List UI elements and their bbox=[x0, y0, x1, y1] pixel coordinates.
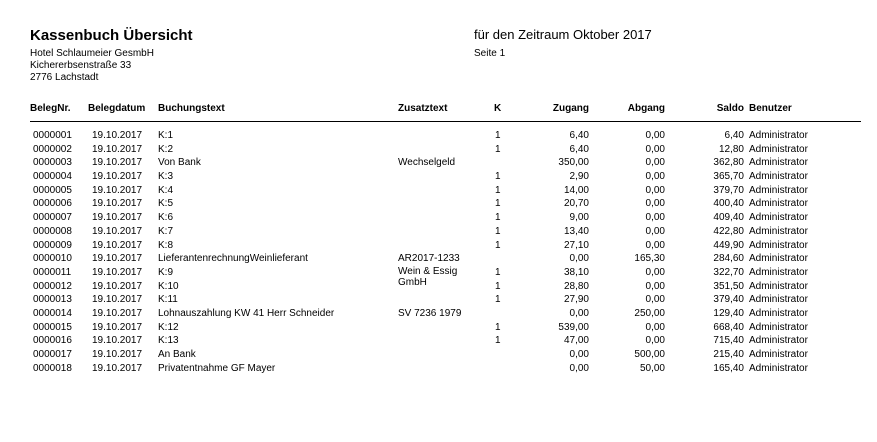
entry-date: 19.10.2017 bbox=[92, 157, 143, 169]
entry-saldo: 668,40 bbox=[713, 321, 744, 333]
entry-number: 0000005 bbox=[33, 184, 72, 196]
entry-benutzer: Administrator bbox=[749, 184, 808, 196]
entry-abgang: 0,00 bbox=[645, 212, 665, 224]
entry-benutzer: Administrator bbox=[749, 130, 808, 141]
entry-text: K:2 bbox=[158, 143, 174, 155]
entry-benutzer: Administrator bbox=[749, 225, 808, 237]
entry-saldo: 362,80 bbox=[713, 157, 744, 169]
entry-number: 0000010 bbox=[33, 253, 72, 265]
entry-zugang: 47,00 bbox=[563, 335, 589, 347]
entry-benutzer: Administrator bbox=[749, 198, 808, 210]
entry-benutzer: Administrator bbox=[749, 212, 808, 224]
entry-k: 1 bbox=[495, 198, 501, 210]
entry-zusatz: Wechselgeld bbox=[398, 157, 456, 169]
entry-date: 19.10.2017 bbox=[92, 307, 143, 319]
entry-number: 0000002 bbox=[33, 143, 72, 155]
entry-zugang: 6,40 bbox=[569, 143, 589, 155]
entry-saldo: 379,40 bbox=[713, 294, 744, 306]
entry-text: An Bank bbox=[158, 349, 196, 360]
report-title: Kassenbuch Übersicht bbox=[30, 27, 193, 44]
entry-zugang: 9,00 bbox=[569, 212, 589, 224]
entry-zugang: 539,00 bbox=[558, 321, 589, 333]
entry-saldo: 322,70 bbox=[713, 266, 744, 278]
table-row bbox=[0, 156, 877, 170]
entry-k: 1 bbox=[495, 212, 501, 224]
col-header-date: Belegdatum bbox=[88, 103, 146, 114]
entry-zugang: 350,00 bbox=[558, 157, 589, 169]
entry-benutzer: Administrator bbox=[749, 307, 808, 319]
entry-k: 1 bbox=[495, 280, 501, 292]
entry-zugang: 27,10 bbox=[563, 239, 589, 251]
entry-k: 1 bbox=[495, 239, 501, 251]
company-name: Hotel Schlaumeier GesmbH bbox=[30, 48, 154, 59]
entry-zugang: 0,00 bbox=[569, 349, 589, 360]
table-row bbox=[0, 293, 877, 307]
entry-abgang: 0,00 bbox=[645, 171, 665, 183]
entry-abgang: 0,00 bbox=[645, 130, 665, 141]
entry-number: 0000012 bbox=[33, 280, 72, 292]
entry-date: 19.10.2017 bbox=[92, 362, 143, 374]
entry-number: 0000015 bbox=[33, 321, 72, 333]
entry-benutzer: Administrator bbox=[749, 294, 808, 306]
entry-number: 0000013 bbox=[33, 294, 72, 306]
entry-abgang: 0,00 bbox=[645, 157, 665, 169]
entry-saldo: 379,70 bbox=[713, 184, 744, 196]
entry-number: 0000016 bbox=[33, 335, 72, 347]
entry-saldo: 215,40 bbox=[713, 349, 744, 360]
entry-benutzer: Administrator bbox=[749, 349, 808, 360]
entry-text: K:8 bbox=[158, 239, 174, 251]
entry-zusatz: Wein & Essig GmbH bbox=[398, 265, 458, 288]
entry-zugang: 20,70 bbox=[563, 198, 589, 210]
entry-date: 19.10.2017 bbox=[92, 239, 143, 251]
entry-date: 19.10.2017 bbox=[92, 184, 143, 196]
report-period: für den Zeitraum Oktober 2017 bbox=[474, 27, 652, 42]
entry-abgang: 0,00 bbox=[645, 184, 665, 196]
entry-benutzer: Administrator bbox=[749, 157, 808, 169]
col-header-abgang: Abgang bbox=[627, 103, 665, 114]
company-city: 2776 Lachstadt bbox=[30, 72, 99, 83]
entry-zugang: 0,00 bbox=[569, 253, 589, 265]
entry-saldo: 409,40 bbox=[713, 212, 744, 224]
entry-saldo: 715,40 bbox=[713, 335, 744, 347]
entry-number: 0000018 bbox=[33, 362, 72, 374]
entry-benutzer: Administrator bbox=[749, 266, 808, 278]
entry-saldo: 129,40 bbox=[713, 307, 744, 319]
entry-abgang: 500,00 bbox=[634, 349, 665, 360]
entry-text: Lohnauszahlung KW 41 Herr Schneider bbox=[158, 307, 335, 319]
entry-number: 0000004 bbox=[33, 171, 72, 183]
entry-zugang: 28,80 bbox=[563, 280, 589, 292]
entry-saldo: 284,60 bbox=[713, 253, 744, 265]
entry-zugang: 2,90 bbox=[569, 171, 589, 183]
entry-benutzer: Administrator bbox=[749, 143, 808, 155]
entry-date: 19.10.2017 bbox=[92, 335, 143, 347]
entry-abgang: 0,00 bbox=[645, 143, 665, 155]
entry-saldo: 365,70 bbox=[713, 171, 744, 183]
table-row bbox=[0, 129, 877, 143]
table-row bbox=[0, 334, 877, 348]
entry-abgang: 0,00 bbox=[645, 321, 665, 333]
entry-date: 19.10.2017 bbox=[92, 171, 143, 183]
entry-number: 0000006 bbox=[33, 198, 72, 210]
table-row bbox=[0, 280, 877, 294]
entry-number: 0000001 bbox=[33, 130, 72, 141]
entry-text: K:9 bbox=[158, 266, 174, 278]
entry-number: 0000014 bbox=[33, 307, 72, 319]
header-divider bbox=[30, 121, 861, 122]
entry-text: K:6 bbox=[158, 212, 174, 224]
table-row bbox=[0, 197, 877, 211]
entry-zusatz: AR2017-1233 bbox=[398, 253, 460, 265]
entry-k: 1 bbox=[495, 184, 501, 196]
entry-text: K:7 bbox=[158, 225, 174, 237]
entry-saldo: 12,80 bbox=[718, 143, 744, 155]
entry-zugang: 27,90 bbox=[563, 294, 589, 306]
entry-number: 0000007 bbox=[33, 212, 72, 224]
entry-date: 19.10.2017 bbox=[92, 143, 143, 155]
entry-date: 19.10.2017 bbox=[92, 280, 143, 292]
col-header-benutzer: Benutzer bbox=[749, 103, 792, 114]
entry-number: 0000017 bbox=[33, 349, 72, 360]
table-row bbox=[0, 143, 877, 157]
entry-text: Privatentnahme GF Mayer bbox=[158, 362, 276, 374]
entry-text: K:12 bbox=[158, 321, 179, 333]
entry-k: 1 bbox=[495, 266, 501, 278]
entry-zusatz: SV 7236 1979 bbox=[398, 307, 462, 319]
page-number: Seite 1 bbox=[474, 48, 506, 59]
entry-k: 1 bbox=[495, 171, 501, 183]
entry-benutzer: Administrator bbox=[749, 239, 808, 251]
entry-number: 0000008 bbox=[33, 225, 72, 237]
entry-text: K:1 bbox=[158, 130, 174, 141]
company-street: Kichererbsenstraße 33 bbox=[30, 60, 132, 71]
col-header-text: Buchungstext bbox=[158, 103, 225, 114]
entry-text: K:4 bbox=[158, 184, 174, 196]
entry-date: 19.10.2017 bbox=[92, 294, 143, 306]
entry-k: 1 bbox=[495, 335, 501, 347]
entry-saldo: 6,40 bbox=[724, 130, 744, 141]
table-row bbox=[0, 362, 877, 376]
entry-abgang: 0,00 bbox=[645, 294, 665, 306]
entry-abgang: 0,00 bbox=[645, 225, 665, 237]
table-row bbox=[0, 184, 877, 198]
entry-saldo: 400,40 bbox=[713, 198, 744, 210]
table-row bbox=[0, 307, 877, 321]
entry-date: 19.10.2017 bbox=[92, 212, 143, 224]
entry-date: 19.10.2017 bbox=[92, 130, 143, 141]
entry-abgang: 0,00 bbox=[645, 239, 665, 251]
entry-text: K:3 bbox=[158, 171, 174, 183]
entry-benutzer: Administrator bbox=[749, 321, 808, 333]
col-header-k: K bbox=[494, 103, 502, 114]
entry-text: K:10 bbox=[158, 280, 179, 292]
entry-date: 19.10.2017 bbox=[92, 253, 143, 265]
entry-date: 19.10.2017 bbox=[92, 198, 143, 210]
entry-number: 0000003 bbox=[33, 157, 72, 169]
entry-abgang: 0,00 bbox=[645, 280, 665, 292]
entry-abgang: 165,30 bbox=[634, 253, 665, 265]
entry-k: 1 bbox=[495, 130, 501, 141]
table-row bbox=[0, 348, 877, 362]
col-header-zugang: Zugang bbox=[552, 103, 589, 114]
entry-saldo: 165,40 bbox=[713, 362, 744, 374]
entry-abgang: 250,00 bbox=[634, 307, 665, 319]
entry-k: 1 bbox=[495, 143, 501, 155]
entry-abgang: 0,00 bbox=[645, 266, 665, 278]
entry-zugang: 0,00 bbox=[569, 307, 589, 319]
table-row bbox=[0, 252, 877, 266]
entry-text: K:11 bbox=[158, 294, 178, 306]
entry-zugang: 38,10 bbox=[563, 266, 589, 278]
col-header-saldo: Saldo bbox=[716, 103, 744, 114]
entry-saldo: 422,80 bbox=[713, 225, 744, 237]
entry-k: 1 bbox=[495, 294, 501, 306]
table-row bbox=[0, 211, 877, 225]
entry-zugang: 6,40 bbox=[569, 130, 589, 141]
entry-zugang: 13,40 bbox=[563, 225, 589, 237]
entry-benutzer: Administrator bbox=[749, 335, 808, 347]
entry-abgang: 0,00 bbox=[645, 335, 665, 347]
entry-benutzer: Administrator bbox=[749, 253, 808, 265]
entry-date: 19.10.2017 bbox=[92, 349, 143, 360]
table-row bbox=[0, 170, 877, 184]
entry-number: 0000009 bbox=[33, 239, 72, 251]
entry-date: 19.10.2017 bbox=[92, 321, 143, 333]
col-header-nr: BelegNr. bbox=[30, 103, 71, 114]
table-row bbox=[0, 239, 877, 253]
table-row bbox=[0, 321, 877, 335]
entry-k: 1 bbox=[495, 321, 501, 333]
entry-text: K:13 bbox=[158, 335, 179, 347]
col-header-zusatz: Zusatztext bbox=[398, 103, 448, 114]
entry-benutzer: Administrator bbox=[749, 171, 808, 183]
entry-number: 0000011 bbox=[33, 266, 72, 278]
entry-text: K:5 bbox=[158, 198, 174, 210]
company-address bbox=[30, 48, 154, 84]
entry-date: 19.10.2017 bbox=[92, 266, 143, 278]
entry-date: 19.10.2017 bbox=[92, 225, 143, 237]
entry-zugang: 0,00 bbox=[569, 362, 589, 374]
entry-benutzer: Administrator bbox=[749, 280, 808, 292]
entry-text: Von Bank bbox=[158, 157, 201, 169]
entry-saldo: 449,90 bbox=[713, 239, 744, 251]
entry-saldo: 351,50 bbox=[713, 280, 744, 292]
ledger-table bbox=[0, 129, 877, 375]
entry-abgang: 50,00 bbox=[639, 362, 665, 374]
entry-zugang: 14,00 bbox=[563, 184, 589, 196]
entry-benutzer: Administrator bbox=[749, 362, 808, 374]
table-row bbox=[0, 225, 877, 239]
entry-abgang: 0,00 bbox=[645, 198, 665, 210]
entry-text: LieferantenrechnungWeinlieferant bbox=[158, 253, 308, 265]
entry-k: 1 bbox=[495, 225, 501, 237]
